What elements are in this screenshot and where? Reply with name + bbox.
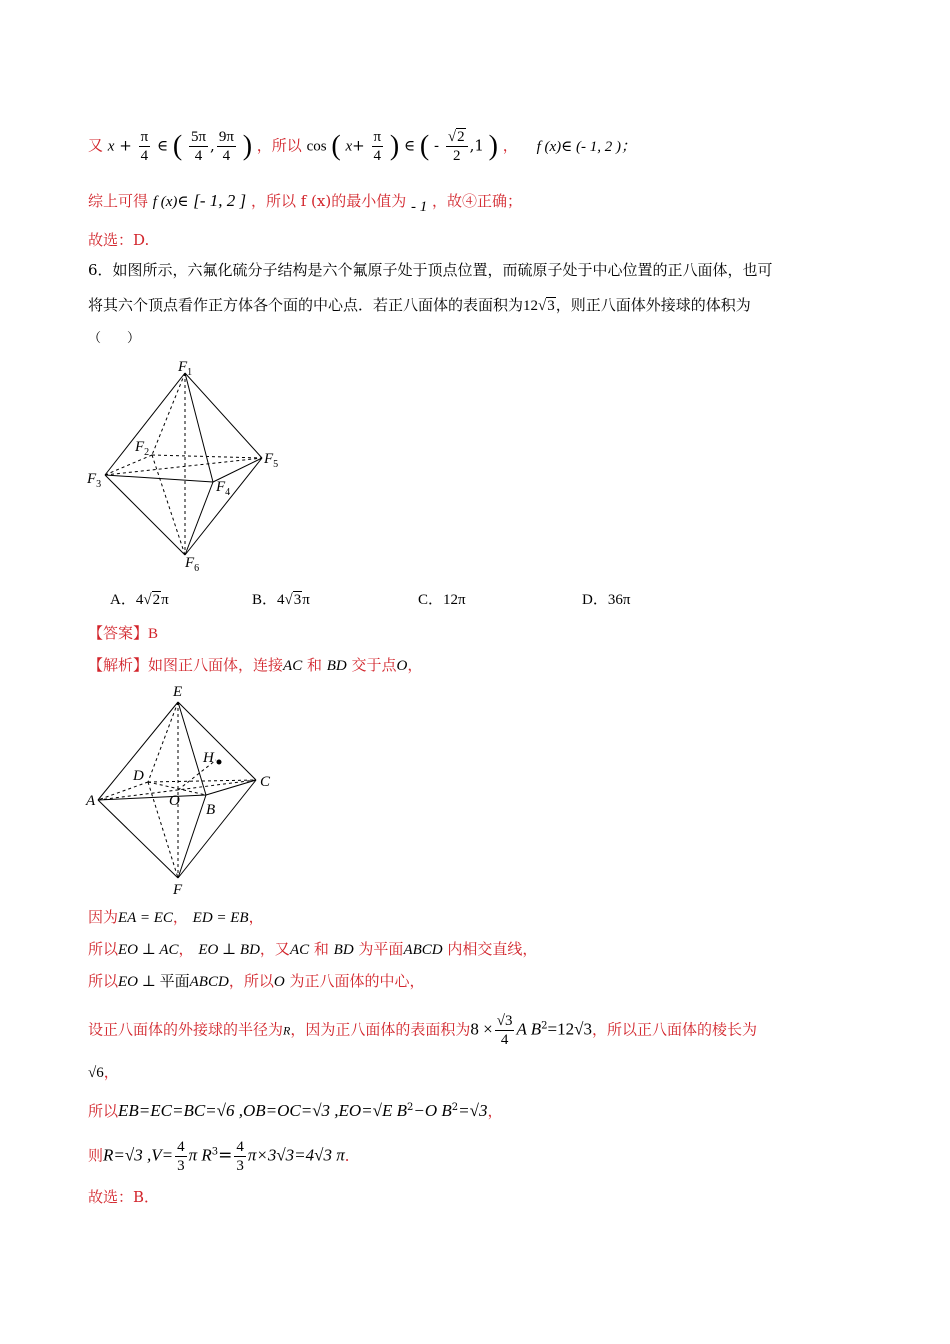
answer-tag: 【答案】 bbox=[88, 624, 149, 642]
line-2 bbox=[88, 190, 522, 213]
line-1: 又 x + $\frac{\pi}{4}$ ∈ ( $\frac{5\pi}{4}$ , $\frac{9\pi}{4}$ ) ，所以 cos ( x+ $\frac{\pi}{4}$ ) ∈ ( - $\frac{√2}{2}$ ,1 ) ， f (x)∈ (- 1, 2 )； bbox=[88, 129, 636, 164]
var-x: x bbox=[107, 138, 115, 155]
edge-e-a bbox=[98, 702, 178, 800]
answer-value: B bbox=[148, 626, 159, 642]
option-d[interactable]: D．36π bbox=[582, 592, 631, 608]
plus-sign: + bbox=[119, 136, 132, 155]
hidden-edge-f2-f3 bbox=[105, 455, 152, 475]
octahedron-figure-2 bbox=[82, 680, 282, 898]
label-c: C bbox=[260, 774, 271, 790]
edge-b-f bbox=[178, 795, 206, 878]
label-f: F bbox=[173, 882, 183, 898]
label-b: B bbox=[206, 802, 216, 818]
text-suoyi: ，所以 bbox=[256, 136, 302, 155]
cos-function: cos bbox=[306, 138, 327, 155]
text-min-value: ，所以 f (x)的最小值为 bbox=[250, 192, 407, 210]
edge-f1-f5 bbox=[185, 373, 262, 458]
option-a[interactable]: A．4√2π bbox=[110, 592, 169, 608]
label-h: H bbox=[203, 750, 214, 766]
label-f5: $F_5$ bbox=[264, 451, 279, 470]
fraction-5pi-4: $\frac{5\pi}{4}$ bbox=[190, 129, 207, 164]
option-b[interactable]: B．4√3π bbox=[252, 592, 310, 608]
label-d: D bbox=[133, 768, 144, 784]
label-o: O bbox=[169, 793, 180, 809]
answer-line bbox=[88, 622, 158, 645]
text-you: 又 bbox=[88, 136, 104, 155]
range-result: f (x)∈ (- 1, 2 )； bbox=[536, 138, 636, 155]
label-f3: $F_3$ bbox=[87, 471, 102, 490]
hidden-axis-f3-f5 bbox=[105, 458, 262, 475]
close-paren: ) bbox=[242, 130, 253, 162]
step-6: 所以EB=EC=BC=√6 ,OB=OC=√3 ,EO=√E $B^2-O$ $B^2=√3$， bbox=[88, 1101, 503, 1120]
label-f6: $F_6$ bbox=[185, 555, 200, 574]
label-f4: $F_4$ bbox=[216, 479, 231, 498]
hidden-edge-f2-f6 bbox=[152, 455, 185, 555]
min-value: - 1 bbox=[410, 199, 428, 215]
step-2: 所以EO ⊥ AC， EO ⊥ BD，又AC 和 BD 为平面ABCD 内相交直线， bbox=[88, 940, 538, 958]
question-line-2: 将其六个顶点看作正方体各个面的中心点．若正八面体的表面积为12√3，则正八面体外接球的体积为 bbox=[88, 296, 751, 314]
line-3: 故选：D. bbox=[88, 231, 150, 249]
element-of: ∈ bbox=[156, 136, 169, 155]
edge-f5-f6 bbox=[185, 458, 262, 555]
closed-interval: [- 1, 2 ] bbox=[193, 191, 247, 210]
edge-a-f bbox=[98, 800, 178, 878]
step-1: 因为EA = EC， ED = EB， bbox=[88, 908, 264, 926]
option-c[interactable]: C．12π bbox=[418, 592, 466, 608]
analysis-tag: 【解析】 bbox=[88, 656, 149, 674]
fraction-sqrt2-over-2: $\frac{√2}{2}$ bbox=[446, 128, 468, 165]
step-4: 设正八面体的外接球的半径为R，因为正八面体的表面积为8 × $\frac{√3}{4}$ A $B^2=12√3$，所以正八面体的棱长为 bbox=[88, 1013, 757, 1048]
analysis-line: 【解析】如图正八面体，连接AC 和 BD 交于点O， bbox=[88, 656, 423, 674]
edge-c-f bbox=[178, 780, 256, 878]
hidden-edge-f1-f2 bbox=[152, 373, 185, 455]
edge-b-c bbox=[206, 780, 256, 795]
final-answer: 故选：B． bbox=[88, 1188, 160, 1206]
step-5: √6， bbox=[88, 1063, 119, 1081]
question-paren: （ ） bbox=[88, 331, 141, 346]
f-of-x-in: f (x)∈ bbox=[152, 194, 189, 210]
point-h bbox=[217, 760, 222, 765]
label-a: A bbox=[86, 793, 96, 809]
edge-f3-f4 bbox=[105, 475, 213, 482]
text-zongshang: 综上可得 bbox=[88, 192, 149, 210]
label-f2: $F_2$ bbox=[135, 439, 150, 458]
fraction-pi-over-4: $\frac{\pi}{4}$ bbox=[140, 129, 149, 164]
text-conclusion: ，故④正确； bbox=[432, 192, 523, 210]
step-3: 所以EO ⊥ 平面ABCD，所以O 为正八面体的中心， bbox=[88, 972, 425, 990]
octahedron-figure-1 bbox=[80, 355, 300, 577]
open-paren: ( bbox=[172, 130, 183, 162]
edge-f1-f3 bbox=[105, 373, 185, 475]
step-7: 则R=√3 ,V= $\frac{4}{3}$ π $R^3=$ $\frac{4}{3}$ π×3√3=4√3 π． bbox=[88, 1139, 360, 1174]
label-e: E bbox=[173, 684, 183, 700]
fraction-pi-over-4-b: $\frac{\pi}{4}$ bbox=[373, 129, 382, 164]
edge-f4-f6 bbox=[185, 482, 213, 555]
fraction-9pi-4: $\frac{9\pi}{4}$ bbox=[218, 129, 234, 164]
edge-f3-f6 bbox=[105, 475, 185, 555]
hidden-edge-e-d bbox=[148, 702, 178, 782]
label-f1: $F_1$ bbox=[178, 359, 193, 378]
question-line-1: 6．如图所示，六氟化硫分子结构是六个氟原子处于顶点位置，而硫原子处于中心位置的正八面体，也可 bbox=[88, 261, 773, 279]
